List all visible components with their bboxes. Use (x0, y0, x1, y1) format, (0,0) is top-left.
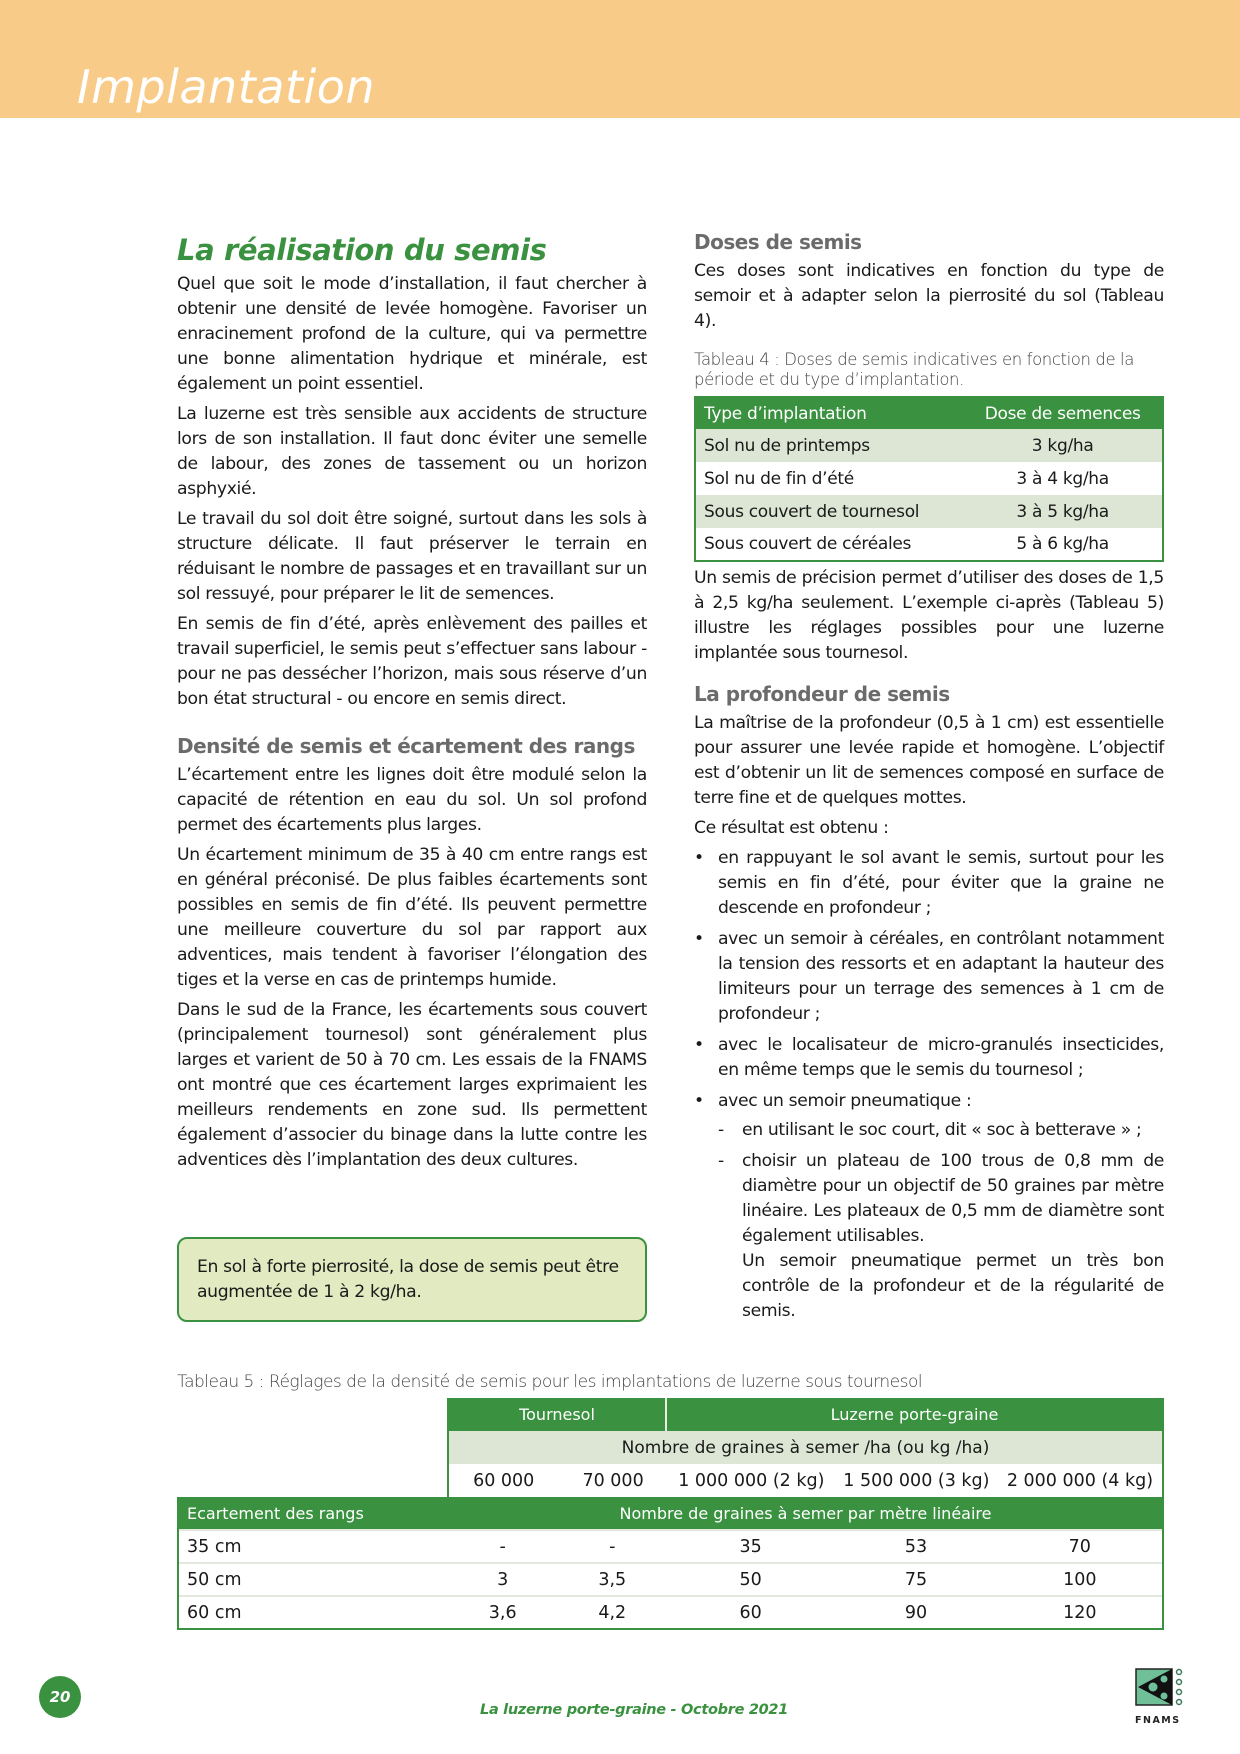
bullet-icon: • (694, 848, 704, 868)
cell: 35 (739, 1536, 762, 1557)
paragraph: L’écartement entre les lignes doit être modulé selon la capacité de rétention en eau du sol. Un sol profond permet des écartements plus larges. (177, 765, 647, 835)
subtitle-doses: Doses de semis (694, 230, 862, 254)
paragraph: La maîtrise de la profondeur (0,5 à 1 cm) est essentielle pour assurer une levée rapide et homogène. L’objectif est d’obtenir un lit de semences composé en surface de terre fine et de quelques mottes. (694, 713, 1164, 808)
subtitle-depth: La profondeur de semis (694, 682, 950, 706)
cell: 3,5 (598, 1569, 627, 1590)
subtitle-density: Densité de semis et écartement des rangs (177, 734, 635, 758)
row-label: 50 cm (187, 1569, 242, 1590)
list-item: • avec le localisateur de micro-granulés insecticides, en même temps que le semis du tournesol ; (694, 1035, 1164, 1080)
density-cell: 2 000 000 (4 kg) (1006, 1470, 1154, 1491)
density-cell: 70 000 (582, 1470, 644, 1491)
cell: 90 (904, 1602, 928, 1623)
cell: Sol nu de fin d’été (704, 468, 854, 489)
column-header: Type d’implantation (695, 397, 963, 429)
list-item: • avec un semoir à céréales, en contrôlant notamment la tension des ressorts et en adaptant la hauteur des limiteurs pour un terrage des semences à 1 cm de profondeur ; (694, 929, 1164, 1024)
table5 (177, 1398, 1164, 1630)
dash-icon: - (718, 1120, 724, 1140)
cell: 3 kg/ha (963, 429, 1163, 462)
table-row (695, 462, 1163, 495)
callout-box: En sol à forte pierrosité, la dose de semis peut être augmentée de 1 à 2 kg/ha. (177, 1237, 647, 1322)
cell: 70 (1068, 1536, 1091, 1557)
section-title: Implantation (77, 60, 376, 114)
paragraph: Un semis de précision permet d’utiliser des doses de 1,5 à 2,5 kg/ha seulement. L’exemple ci-après (Tableau 5) illustre les réglages possibles pour une luzerne implantée sous tournesol. (694, 568, 1164, 663)
subheader-row (449, 1431, 1162, 1464)
table-row (695, 429, 1163, 462)
bullet-list (694, 846, 1164, 1324)
table-row (179, 1562, 1162, 1595)
cell: 5 à 6 kg/ha (1016, 534, 1109, 554)
pneumatic-note: Un semoir pneumatique permet un très bon contrôle de la profondeur et de la régularité de semis. (742, 1251, 1164, 1321)
group-header-tournesol: Tournesol (449, 1398, 667, 1431)
table4-caption: Tableau 4 : Doses de semis indicatives en fonction de la période et du type d’implantation. (694, 350, 1134, 389)
table5-body (177, 1497, 1164, 1630)
table5-caption: Tableau 5 : Réglages de la densité de semis pour les implantations de luzerne sous tournesol (177, 1372, 923, 1392)
cell: 4,2 (598, 1602, 627, 1623)
paragraph: Un écartement minimum de 35 à 40 cm entre rangs est en général préconisé. De plus faibles écartements sont possibles en semis de fin d’été. Ils peuvent permettre une meilleure couverture du sol par rapport aux adventices, mais tendent à favoriser l’élongation des tiges et la verse en cas de printemps humide. (177, 845, 647, 990)
main-title: La réalisation du semis (177, 233, 547, 267)
row-header-span: Nombre de graines à semer par mètre linéaire (619, 1503, 992, 1523)
cell: Sous couvert de céréales (704, 534, 912, 554)
table-row (179, 1595, 1162, 1628)
cell: Sol nu de printemps (695, 429, 963, 462)
bullet-icon: • (694, 1035, 704, 1055)
cell: 75 (904, 1569, 928, 1590)
density-row (449, 1464, 1162, 1497)
cell: 60 (739, 1602, 762, 1623)
density-cell: 1 500 000 (3 kg) (843, 1470, 990, 1491)
table-row (695, 528, 1163, 561)
paragraph: Ces doses sont indicatives en fonction du type de semoir et à adapter selon la pierrosité du sol (Tableau 4). (694, 261, 1164, 331)
page-number: 20 (39, 1676, 81, 1718)
table4 (694, 396, 1164, 562)
cell: 3 à 4 kg/ha (1016, 468, 1109, 489)
row-label: 60 cm (187, 1602, 242, 1623)
paragraph: Le travail du sol doit être soigné, surtout dans les sols à structure délicate. Il faut préserver le terrain en réduisant le nombre de passages et en travaillant sur un sol ressuyé, pour préparer le lit de semences. (177, 509, 647, 604)
paragraph: La luzerne est très sensible aux accidents de structure lors de son installation. Il faut donc éviter une semelle de labour, des zones de tassement ou un horizon asphyxié. (177, 404, 647, 499)
row-header-label: Ecartement des rangs (187, 1503, 364, 1523)
row-label: 35 cm (187, 1536, 242, 1557)
dash-icon: - (718, 1151, 724, 1171)
cell: 3 à 5 kg/ha (963, 495, 1163, 528)
fnams-logo-icon (1135, 1668, 1185, 1708)
table-row (695, 495, 1163, 528)
left-column (177, 232, 647, 1178)
right-column (694, 232, 1164, 1330)
subheader: Nombre de graines à semer /ha (ou kg /ha) (621, 1437, 990, 1458)
sub-list-item: - choisir un plateau de 100 trous de 0,8 mm de diamètre pour un objectif de 50 graines par mètre linéaire. Les plateaux de 0,5 mm de diamètre sont également utilisables. Un semoir pneumatique permet un très bon contrôle de la profondeur et de la régularité de semis. (718, 1149, 1164, 1324)
cell: 100 (1063, 1569, 1097, 1590)
table5-upper-header (447, 1398, 1164, 1497)
paragraph: Quel que soit le mode d’installation, il faut chercher à obtenir une densité de levée homogène. Favoriser un enracinement profond de la culture, qui va permettre une bonne alimentation hydrique et minérale, est également un point essentiel. (177, 274, 647, 394)
cell: 120 (1063, 1602, 1097, 1623)
sub-list (718, 1118, 1164, 1324)
table-header-row (695, 397, 1163, 429)
sub-list-item: - en utilisant le soc court, dit « soc à betterave » ; (718, 1118, 1164, 1143)
fnams-logo (1135, 1668, 1185, 1726)
cell: 50 (739, 1569, 762, 1590)
header-band (0, 0, 1240, 118)
paragraph: Ce résultat est obtenu : (694, 818, 889, 838)
table-row (179, 1529, 1162, 1562)
list-item: • avec un semoir pneumatique : - en utilisant le soc court, dit « soc à betterave » ; - choisir un plateau de 100 trous de 0,8 mm de diamètre pour un objectif de 50 graines par mètre linéaire. Les plateaux de 0,5 mm de diamètre sont également utilisables. Un semoir pneumatique permet un très bon contrôle de la profondeur et de la régularité de semis. (694, 1089, 1164, 1324)
bullet-icon: • (694, 1091, 704, 1111)
cell: - (499, 1536, 506, 1557)
paragraph: En semis de fin d’été, après enlèvement des pailles et travail superficiel, le semis peut s’effectuer sans labour - pour ne pas dessécher l’horizon, mais sous réserve d’un bon état structural - ou encore en semis direct. (177, 614, 647, 709)
group-header-luzerne: Luzerne porte-graine (830, 1405, 999, 1424)
cell: Sous couvert de tournesol (695, 495, 963, 528)
cell: 53 (904, 1536, 928, 1557)
row-header (179, 1497, 1162, 1529)
cell: - (609, 1536, 616, 1557)
cell: 3,6 (488, 1602, 517, 1623)
density-cell: 1 000 000 (2 kg) (678, 1470, 825, 1491)
list-item: • en rappuyant le sol avant le semis, surtout pour les semis en fin d’été, pour éviter que la graine ne descende en profondeur ; (694, 848, 1164, 918)
paragraph: Dans le sud de la France, les écartements sous couvert (principalement tournesol) sont généralement plus larges et varient de 50 à 70 cm. Les essais de la FNAMS ont montré que ces écartement larges exprimaient les meilleurs rendements en zone sud. Ils permettent également d’associer du binage dans la lutte contre les adventices dès l’implantation des deux cultures. (177, 1000, 647, 1170)
column-header: Dose de semences (963, 397, 1163, 429)
density-cell: 60 000 (473, 1470, 535, 1491)
publication-title: La luzerne porte-graine - Octobre 2021 (480, 1702, 789, 1718)
group-header-row (449, 1398, 1162, 1431)
cell: 3 (497, 1569, 509, 1590)
logo-text: FNAMS (1135, 1715, 1181, 1726)
bullet-icon: • (694, 929, 704, 949)
